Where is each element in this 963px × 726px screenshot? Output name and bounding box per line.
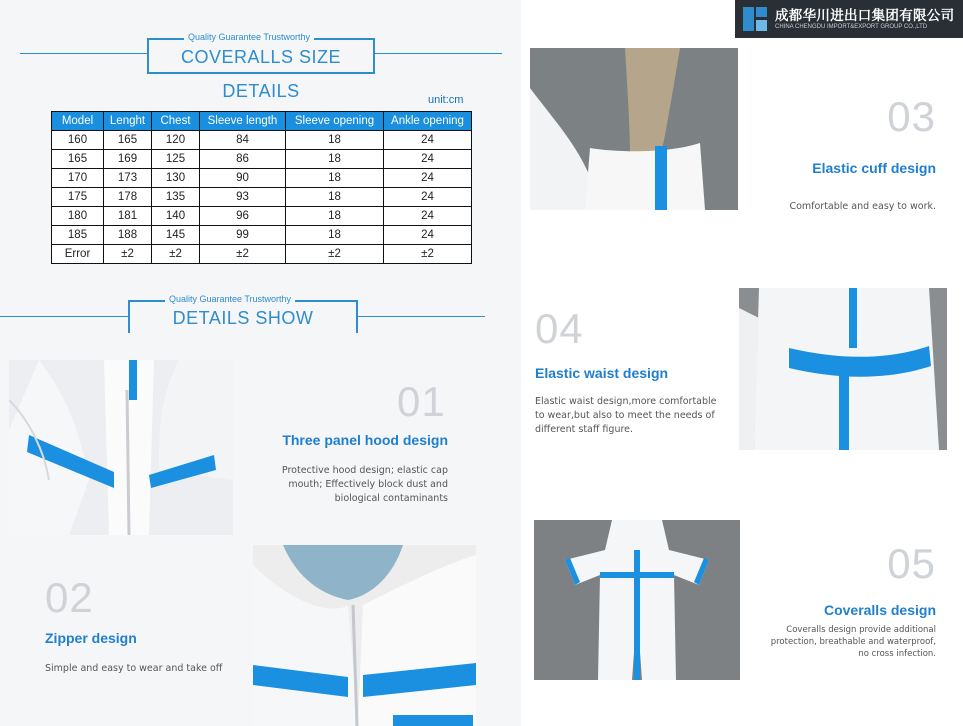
table-cell: 188 xyxy=(104,226,152,245)
feature-number-05: 05 xyxy=(887,540,936,587)
table-header-cell: Sleeve opening xyxy=(286,112,384,131)
company-logo xyxy=(735,0,963,38)
table-cell: 84 xyxy=(200,131,286,150)
feature-title-04: Elastic waist design xyxy=(535,365,669,381)
table-cell: 145 xyxy=(152,226,200,245)
table-cell: 135 xyxy=(152,188,200,207)
table-row xyxy=(52,245,472,264)
table-cell: 24 xyxy=(384,207,472,226)
table-header-cell: Ankle opening xyxy=(384,112,472,131)
feature-desc-03 xyxy=(789,200,936,214)
table-cell: ±2 xyxy=(286,245,384,264)
feature-desc-05 xyxy=(771,624,936,660)
table-cell: 130 xyxy=(152,169,200,188)
table-cell: ±2 xyxy=(384,245,472,264)
table-cell: 180 xyxy=(52,207,104,226)
zipper-photo xyxy=(253,545,476,726)
table-cell: 90 xyxy=(200,169,286,188)
table-cell: 169 xyxy=(104,150,152,169)
feature-title-03: Elastic cuff design xyxy=(812,160,936,176)
table-row xyxy=(52,188,472,207)
table-cell: 175 xyxy=(52,188,104,207)
table-cell: 173 xyxy=(104,169,152,188)
header-rule-left xyxy=(20,53,148,54)
table-cell: 165 xyxy=(104,131,152,150)
table-cell: 178 xyxy=(104,188,152,207)
table-cell: 93 xyxy=(200,188,286,207)
cuff-photo xyxy=(530,48,738,210)
table-cell: 96 xyxy=(200,207,286,226)
feature-number-02: 02 xyxy=(45,574,94,621)
table-header-cell: Chest xyxy=(152,112,200,131)
size-details-panel xyxy=(0,0,521,333)
desc-line: different staff figure. xyxy=(535,424,634,435)
table-cell: 140 xyxy=(152,207,200,226)
table-row xyxy=(52,207,472,226)
desc-line: protection, breathable and waterproof, xyxy=(770,637,936,647)
hood-photo xyxy=(9,360,233,535)
company-name-cn: 成都华川进出口集团有限公司 xyxy=(775,8,955,23)
feature-number-03: 03 xyxy=(887,93,936,140)
size-section-tagline: Quality Guarantee Trustworthy xyxy=(184,32,314,42)
desc-line: Elastic waist design,more comfortable xyxy=(535,396,717,407)
feature-number-01: 01 xyxy=(397,378,446,425)
table-cell: 120 xyxy=(152,131,200,150)
table-cell: ±2 xyxy=(152,245,200,264)
details-section-tagline: Quality Guarantee Trustworthy xyxy=(165,294,295,304)
table-cell: 185 xyxy=(52,226,104,245)
table-header-cell: Lenght xyxy=(104,112,152,131)
details-right-panel xyxy=(521,0,963,726)
header-rule-right xyxy=(357,316,485,317)
desc-line: biological contaminants xyxy=(334,493,448,504)
feature-title-01: Three panel hood design xyxy=(282,432,448,448)
desc-line: to wear,but also to meet the needs of xyxy=(535,410,715,421)
table-cell: 18 xyxy=(286,150,384,169)
details-left-panel xyxy=(0,333,521,726)
table-header-cell: Model xyxy=(52,112,104,131)
table-cell: 165 xyxy=(52,150,104,169)
table-cell: 24 xyxy=(384,150,472,169)
desc-line: mouth; Effectively block dust and xyxy=(288,479,448,490)
table-cell: 18 xyxy=(286,207,384,226)
table-cell: ±2 xyxy=(200,245,286,264)
header-rule-left xyxy=(0,316,129,317)
desc-line: Protective hood design; elastic cap xyxy=(281,465,448,476)
desc-line: Simple and easy to wear and take off xyxy=(45,663,223,674)
feature-title-02: Zipper design xyxy=(45,630,137,646)
feature-number-04: 04 xyxy=(535,305,584,352)
table-cell: 125 xyxy=(152,150,200,169)
size-table-body xyxy=(52,131,472,264)
coveralls-photo xyxy=(534,520,740,680)
feature-desc-02 xyxy=(45,662,222,676)
table-header-cell: Sleeve length xyxy=(200,112,286,131)
desc-line: no cross infection. xyxy=(858,649,936,659)
feature-desc-04 xyxy=(535,395,717,437)
table-cell: 24 xyxy=(384,169,472,188)
table-cell: ±2 xyxy=(104,245,152,264)
table-row xyxy=(52,226,472,245)
unit-label: unit:cm xyxy=(428,94,464,106)
table-cell: 24 xyxy=(384,131,472,150)
table-cell: 24 xyxy=(384,188,472,207)
company-name-en: CHINA CHENGDU IMPORT&EXPORT GROUP CO.,LTD xyxy=(775,24,928,30)
table-cell: 18 xyxy=(286,226,384,245)
table-cell: 181 xyxy=(104,207,152,226)
size-table-header-row xyxy=(52,112,472,131)
header-rule-right xyxy=(374,53,502,54)
table-cell: 18 xyxy=(286,131,384,150)
details-section-title: DETAILS SHOW xyxy=(128,300,358,335)
size-table xyxy=(51,111,472,264)
table-cell: 18 xyxy=(286,169,384,188)
feature-desc-01 xyxy=(282,464,448,506)
desc-line: Comfortable and easy to work. xyxy=(789,201,936,212)
table-cell: 24 xyxy=(384,226,472,245)
table-row xyxy=(52,131,472,150)
desc-line: Coveralls design provide additional xyxy=(786,625,936,635)
table-cell: 86 xyxy=(200,150,286,169)
table-cell: 160 xyxy=(52,131,104,150)
company-logo-icon xyxy=(741,4,771,34)
table-cell: 99 xyxy=(200,226,286,245)
waist-photo xyxy=(739,288,947,450)
feature-title-05: Coveralls design xyxy=(823,602,936,618)
table-cell: 18 xyxy=(286,188,384,207)
table-row xyxy=(52,169,472,188)
table-cell: Error xyxy=(52,245,104,264)
table-cell: 170 xyxy=(52,169,104,188)
size-section-title: COVERALLS SIZE DETAILS xyxy=(147,38,375,74)
table-row xyxy=(52,150,472,169)
